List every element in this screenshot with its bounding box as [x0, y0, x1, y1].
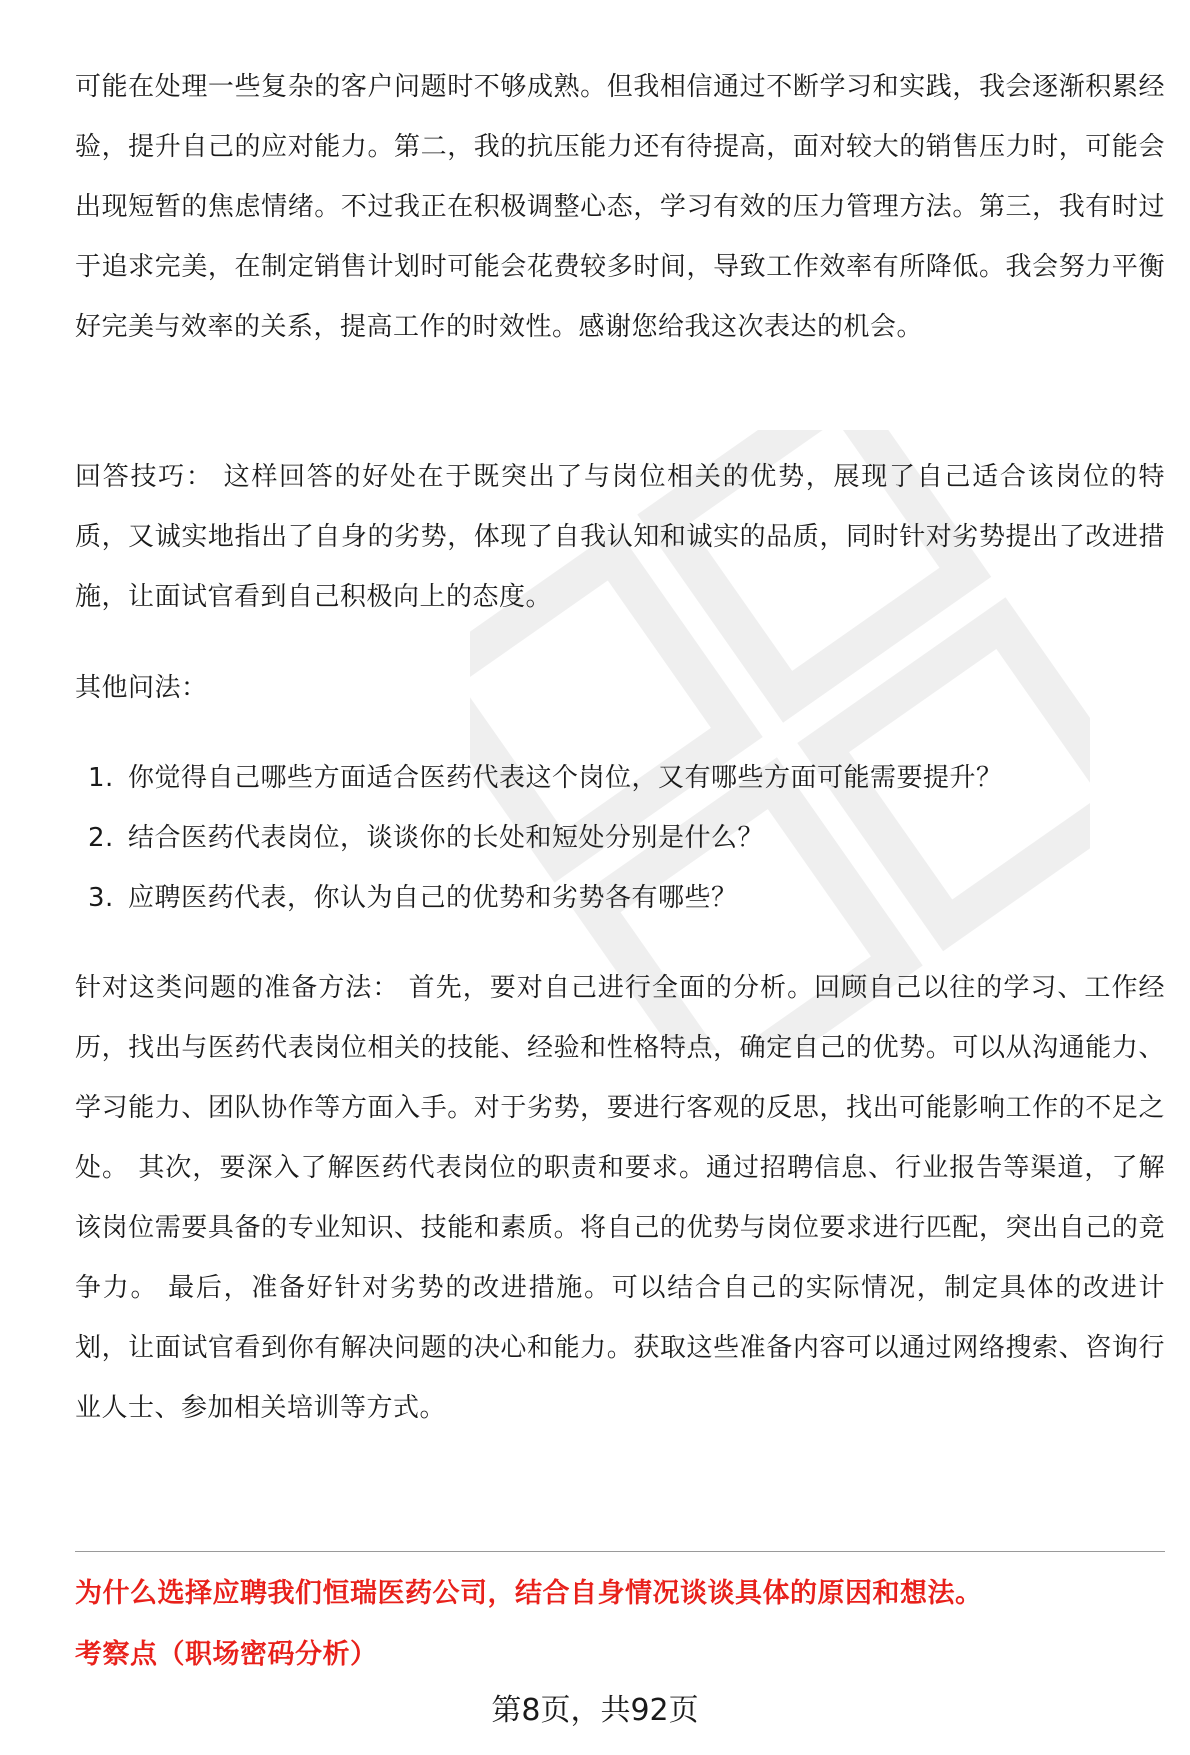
list-item: [88, 748, 1148, 808]
list-item-number: 1.: [88, 763, 114, 793]
list-item-text: 你觉得自己哪些方面适合医药代表这个岗位，又有哪些方面可能需要提升？: [128, 763, 1003, 793]
list-item-number: 2.: [88, 823, 114, 853]
list-item-text: 应聘医药代表，你认为自己的优势和劣势各有哪些？: [128, 883, 738, 913]
next-question-title: 为什么选择应聘我们恒瑞医药公司，结合自身情况谈谈具体的原因和想法。: [75, 1578, 983, 1609]
next-question-subtitle: 考察点（职场密码分析）: [75, 1639, 378, 1670]
alternative-questions-list: [88, 748, 1148, 928]
page-number-footer: 第8页，共92页: [491, 1693, 699, 1728]
preparation-method-paragraph: 针对这类问题的准备方法： 首先，要对自己进行全面的分析。回顾自己以往的学习、工作经历，找出与医药代表岗位相关的技能、经验和性格特点，确定自己的优势。可以从沟通能力、学习能力、团队协作等方面入手。对于劣势，要进行客观的反思，找出可能影响工作的不足之处。 其次，要深入了解医药代表岗位的职责和要求。通过招聘信息、行业报告等渠道，了解该岗位需要具备的专业知识、技能和素质。将自己的优势与岗位要求进行匹配，突出自己的竞争力。 最后，准备好针对劣势的改进措施。可以结合自己的实际情况，制定具体的改进计划，让面试官看到你有解决问题的决心和能力。获取这些准备内容可以通过网络搜索、咨询行业人士、参加相关培训等方式。: [75, 973, 1165, 1423]
list-item-number: 3.: [88, 883, 114, 913]
list-item: [88, 868, 1148, 928]
answer-tips-paragraph: 回答技巧： 这样回答的好处在于既突出了与岗位相关的优势，展现了自己适合该岗位的特质，又诚实地指出了自身的劣势，体现了自我认知和诚实的品质，同时针对劣势提出了改进措施，让面试官看到自己积极向上的态度。: [75, 462, 1165, 612]
section-divider: [75, 1551, 1165, 1552]
other-questions-label: 其他问法：: [75, 673, 208, 703]
list-item: [88, 808, 1148, 868]
answer-continuation-paragraph: 可能在处理一些复杂的客户问题时不够成熟。但我相信通过不断学习和实践，我会逐渐积累经验，提升自己的应对能力。第二，我的抗压能力还有待提高，面对较大的销售压力时，可能会出现短暂的焦虑情绪。不过我正在积极调整心态，学习有效的压力管理方法。第三，我有时过于追求完美，在制定销售计划时可能会花费较多时间，导致工作效率有所降低。我会努力平衡好完美与效率的关系，提高工作的时效性。感谢您给我这次表达的机会。: [75, 72, 1165, 342]
list-item-text: 结合医药代表岗位，谈谈你的长处和短处分别是什么？: [128, 823, 765, 853]
